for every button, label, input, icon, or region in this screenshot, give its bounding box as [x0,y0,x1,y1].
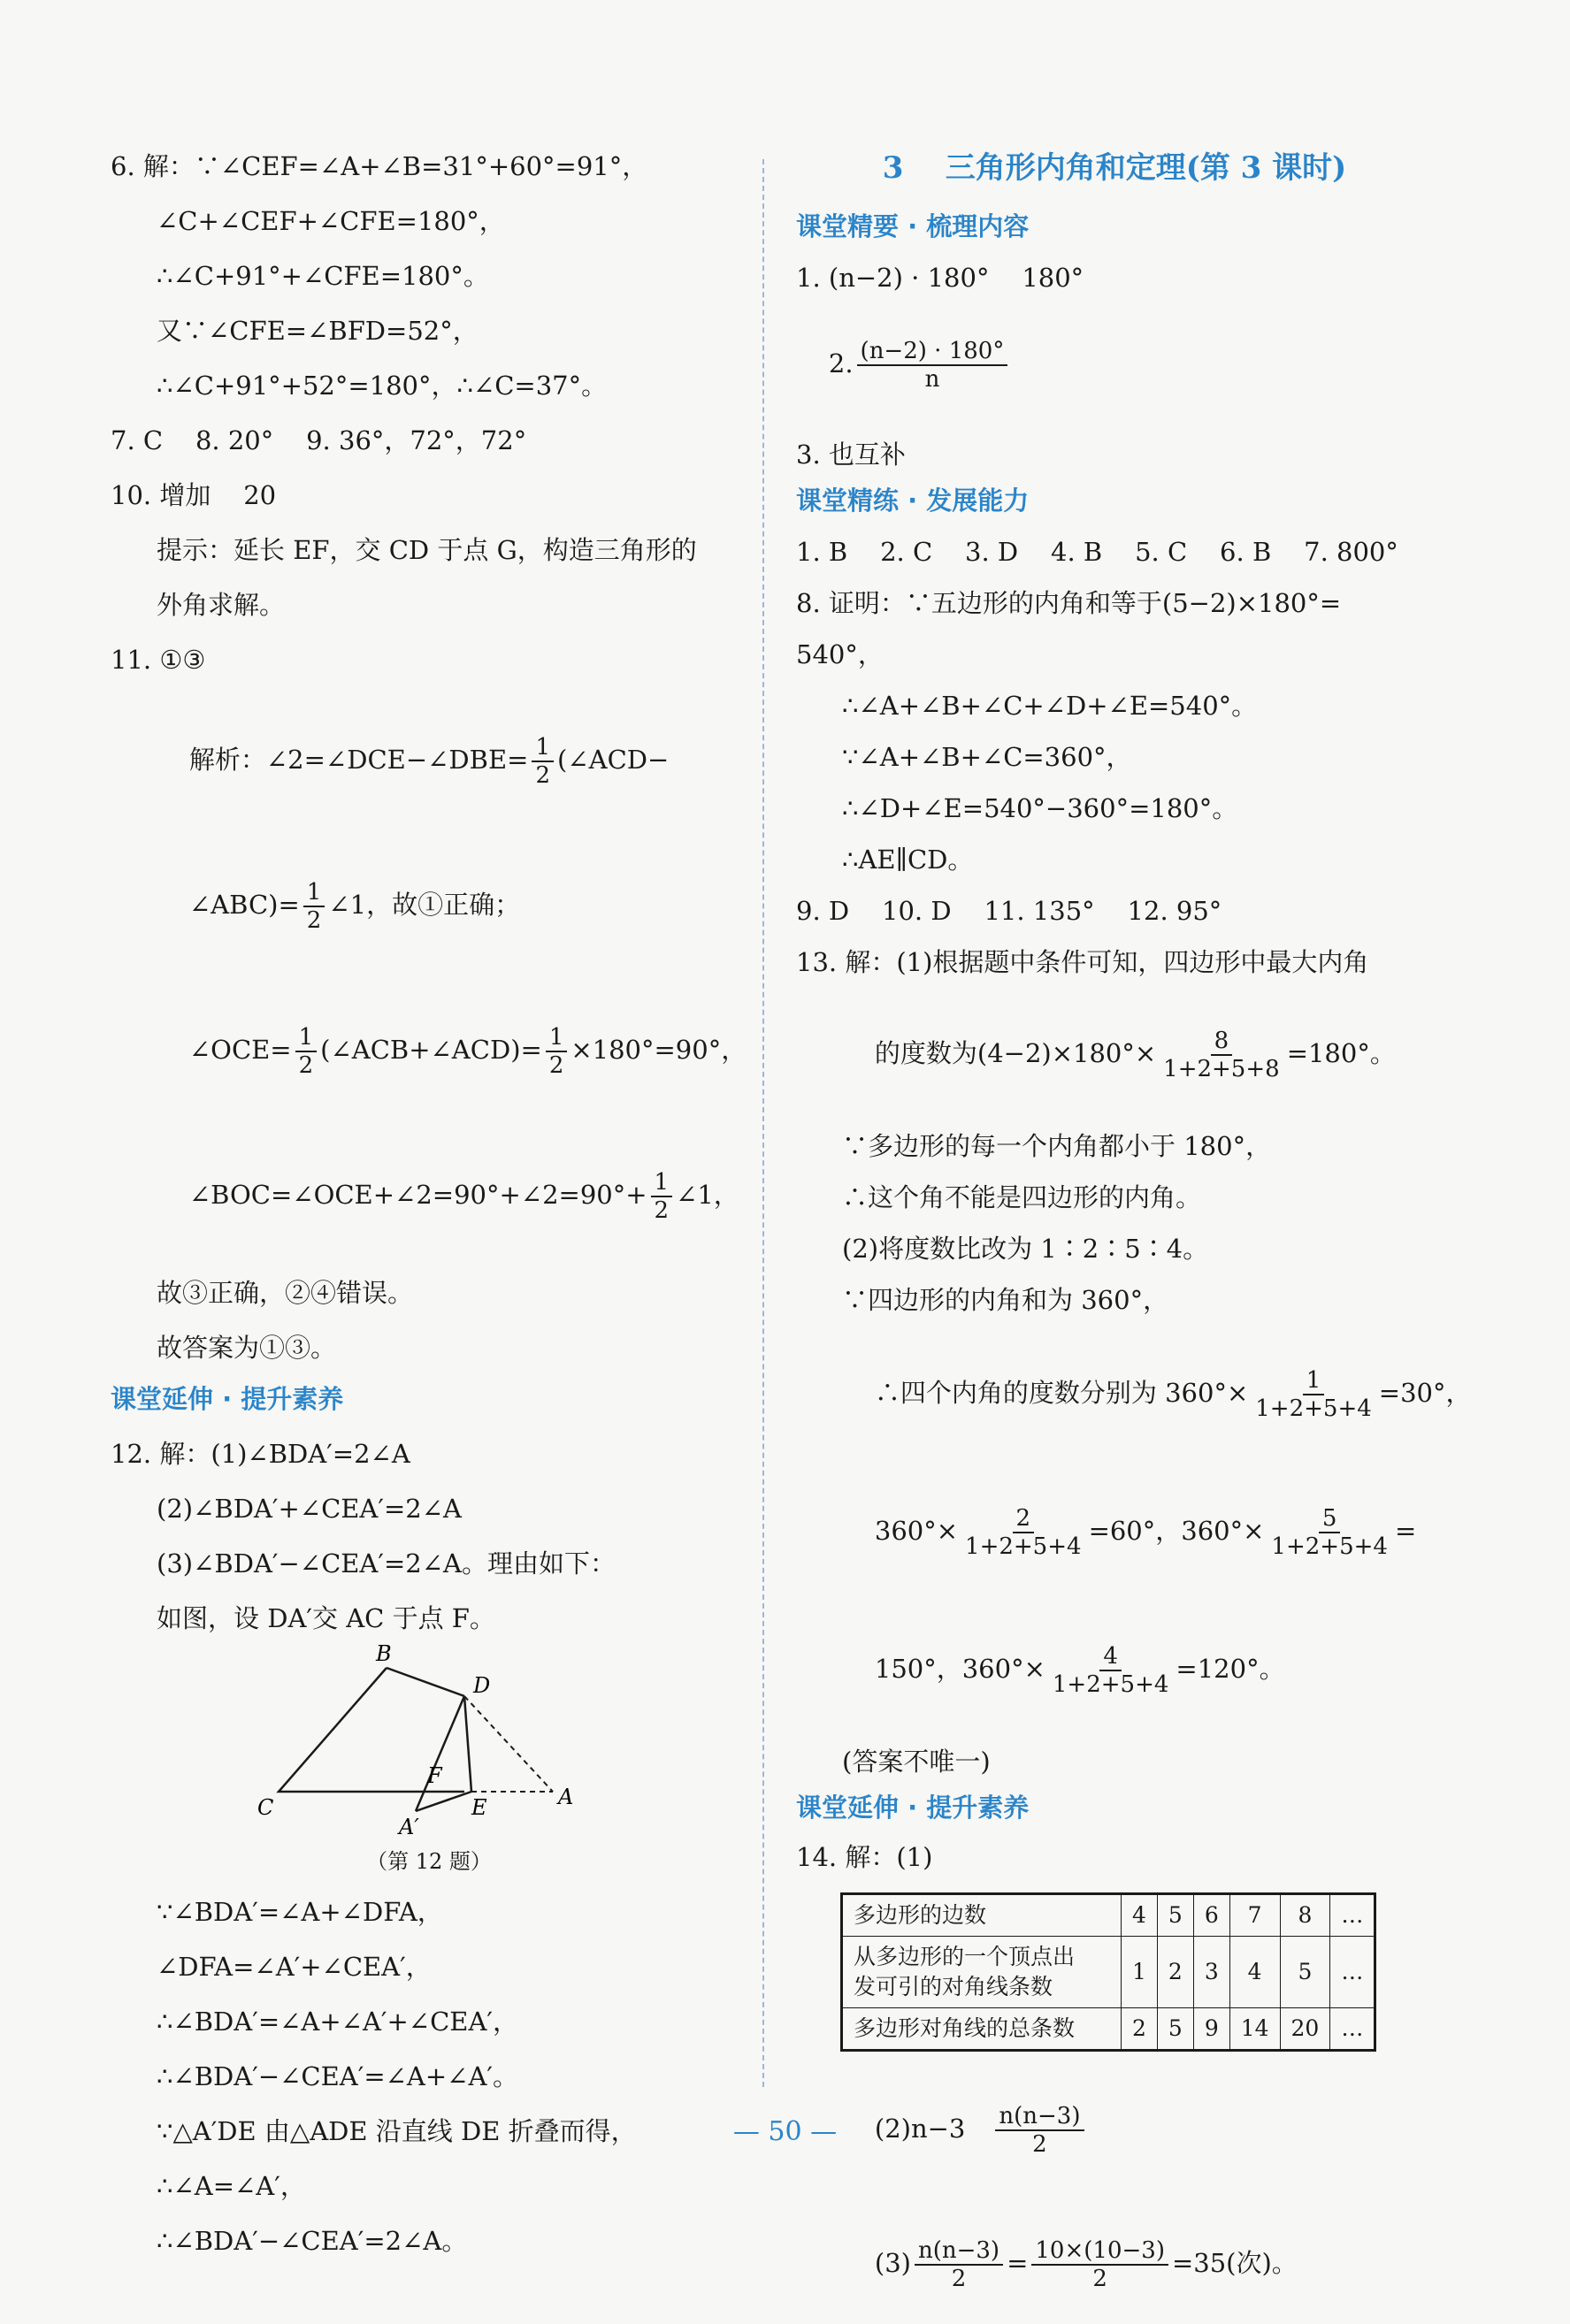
label-b: B [376,1641,392,1666]
q12-proof6: ∴∠A=∠A′， [157,2171,306,2201]
fraction: $\frac{2}{1+2+5+4}$ [965,1505,1082,1560]
fraction: $\frac{8}{1+2+5+8}$ [1163,1028,1280,1082]
lesson-title: 3 三角形内角和定理(第 3 课时) [882,150,1347,186]
q9-12: 9. D 10. D 11. 135° 12. 95° [796,896,1222,926]
r-q3: 3. 也互补 [796,440,906,470]
q13-line2: 的度数为(4−2)×180°× $\frac{8}{1+2+5+8}$ =180°。 [874,1028,1396,1082]
edge-da2 [416,1696,464,1811]
q12-proof4: ∴∠BDA′−∠CEA′=∠A+∠A′。 [157,2061,518,2091]
q6-line1: 6. 解：∵∠CEF=∠A+∠B=31°+60°=91°， [111,151,648,181]
table-cell: 7 [1229,1894,1280,1937]
q11-conclusion: 故③正确，②④错误。 [157,1278,414,1308]
q8-line5: ∴∠D+∠E=540°−360°=180°。 [842,793,1238,823]
fraction: $\frac{10\times(10-3)}{2}$ [1031,2237,1168,2292]
left-column [111,133,747,2257]
r-q2: 2. $\frac{(n-2) \cdot 180^\circ}{n}$ [796,306,1433,424]
q12-proof7: ∴∠BDA′−∠CEA′=2∠A。 [157,2226,468,2256]
table-cell: 4 [1229,1937,1280,2008]
q12-proof2: ∠DFA=∠A′+∠CEA′， [157,1952,432,1982]
fraction: $\frac{n(n-3)}{2}$ [915,2237,1003,2292]
table-cell: 2 [1122,2008,1158,2051]
table-row-label: 多边形对角线的总条数 [842,2008,1122,2051]
q12-line4: 如图，设 DA′交 AC 于点 F。 [157,1603,495,1633]
fraction: $\frac{1}{2}$ [295,1024,318,1079]
label-a: A [558,1785,574,1809]
table-cell: 5 [1157,2008,1193,2051]
q10-hint1: 提示：延长 EF，交 CD 于点 G，构造三角形的 [157,535,697,565]
q13-line1: 13. 解：(1)根据题中条件可知，四边形中最大内角 [796,947,1369,977]
table-row [842,1894,1375,1937]
q13-line5: (2)将度数比改为 1∶2∶5∶4。 [842,1234,1209,1264]
table-cell: … [1330,2008,1375,2051]
fraction: $\frac{1}{2}$ [546,1024,568,1079]
table-row-label: 多边形的边数 [842,1894,1122,1937]
table-cell: 4 [1122,1894,1158,1937]
q6-line2: ∠C+∠CEF+∠CFE=180°， [157,206,505,236]
fraction: $\frac{4}{1+2+5+4}$ [1052,1643,1169,1698]
q13-line9: 150°，360°× $\frac{4}{1+2+5+4}$ =120°。 [874,1643,1285,1698]
q13-line7: ∴四个内角的度数分别为 360°× $\frac{1}{1+2+5+4}$ =30°， [874,1367,1472,1422]
q12-proof1: ∵∠BDA′=∠A+∠DFA， [157,1897,443,1927]
q13-line4: ∴这个角不能是四边形的内角。 [842,1182,1202,1212]
q6-line4: 又∵∠CFE=∠BFD=52°， [157,316,479,346]
fraction: $\frac{5}{1+2+5+4}$ [1271,1505,1388,1560]
table-cell: 5 [1157,1894,1193,1937]
table-cell: 3 [1193,1937,1229,2008]
right-column [796,133,1472,2324]
figure-caption: （第 12 题） [366,1849,492,1874]
table-cell: … [1330,1894,1375,1937]
q12-proof5: ∵△A′DE 由△ADE 沿直线 DE 折叠而得， [157,2116,637,2146]
edge-a2e [416,1792,471,1811]
q13-line6: ∵四边形的内角和为 360°， [842,1285,1169,1315]
q11: 11. ①③ [111,645,206,675]
q13-note: (答案不唯一) [842,1747,991,1777]
table-cell: 6 [1193,1894,1229,1937]
table-cell: 14 [1229,2008,1280,2051]
q12-line3: (3)∠BDA′−∠CEA′=2∠A。理由如下： [157,1548,616,1579]
q11-analysis-4: ∠BOC=∠OCE+∠2=90°+∠2=90°+ $\frac{1}{2}$ ∠1， [188,1169,739,1224]
fraction: $\frac{1}{2}$ [532,734,554,789]
edge-de [464,1696,471,1792]
q11-analysis-1: 解析：∠2=∠DCE−∠DBE= $\frac{1}{2}$ (∠ACD− [188,734,670,789]
table-cell: 20 [1280,2008,1330,2051]
fraction: $\frac{n(n-3)}{2}$ [995,2103,1084,2158]
r-q1-7: 1. B 2. C 3. D 4. B 5. C 6. B 7. 800° [796,537,1398,567]
page-number: — 50 — [732,2116,838,2147]
q14-part2: (2)n−3 $\frac{n(n-3)}{2}$ [796,2071,1433,2190]
table-cell: 1 [1122,1937,1158,2008]
label-a-prime: A′ [399,1815,419,1836]
label-e: E [471,1795,487,1820]
q8-line3: ∴∠A+∠B+∠C+∠D+∠E=540°。 [842,691,1258,721]
q13-line3: ∵多边形的每一个内角都小于 180°， [842,1131,1272,1161]
q6-line5: ∴∠C+91°+52°=180°，∴∠C=37°。 [157,371,608,401]
q10: 10. 增加 20 [111,480,277,510]
edge-bd [387,1668,464,1696]
q11-answer: 故答案为①③。 [157,1333,337,1363]
table-row [842,1937,1375,2008]
q12-figure [111,1641,747,1836]
label-d: D [473,1673,491,1698]
q11-analysis-2: ∠ABC)= $\frac{1}{2}$ ∠1，故①正确； [188,879,521,934]
column-divider [762,159,764,2087]
q8-line1: 8. 证明：∵五边形的内角和等于(5−2)×180°= [796,588,1342,618]
r-q1: 1. (n−2) · 180° 180° [796,263,1084,293]
section-heading-practice: 课堂精练 · 发展能力 [796,485,1030,516]
table-cell: 8 [1280,1894,1330,1937]
edge-da-dashed [464,1696,553,1792]
figure-lines [279,1668,553,1811]
table-cell: 9 [1193,2008,1229,2051]
q12-line2: (2)∠BDA′+∠CEA′=2∠A [157,1494,462,1524]
table-cell: … [1330,1937,1375,2008]
q8-line4: ∵∠A+∠B+∠C=360°， [842,742,1132,772]
q14-part3: (3) $\frac{n(n-3)}{2}$ = $\frac{10\times(10-3)}{2}$ =35(次)。 [874,2237,1298,2292]
section-heading-extension-right: 课堂延伸 · 提升素养 [796,1793,1030,1823]
fraction: $\frac{1}{2}$ [303,879,325,934]
label-f: F [427,1763,442,1788]
table-row-label: 从多边形的一个顶点出 发可引的对角线条数 [842,1937,1122,2008]
q12-proof3: ∴∠BDA′=∠A+∠A′+∠CEA′， [157,2007,518,2037]
q8-line6: ∴AE∥CD。 [842,845,974,875]
q14-line1: 14. 解：(1) [796,1842,933,1872]
polygon-diagonal-table [840,1892,1376,2052]
table-row [842,2008,1375,2051]
q11-analysis-3: ∠OCE= $\frac{1}{2}$ (∠ACB+∠ACD)= $\frac{1}{2}$ ×180°=90°， [188,1024,747,1079]
q8-line2: 540°， [796,639,884,669]
q7-9: 7. C 8. 20° 9. 36°，72°，72° [111,425,527,455]
q13-line8: 360°× $\frac{2}{1+2+5+4}$ =60°，360°× $\frac{5}{1+2+5+4}$ = [874,1505,1417,1560]
q6-line3: ∴∠C+91°+∠CFE=180°。 [157,261,489,291]
table-cell: 5 [1280,1937,1330,2008]
fraction: $\frac{1}{2}$ [651,1169,673,1224]
q12-line1: 12. 解：(1)∠BDA′=2∠A [111,1439,410,1469]
section-heading-essentials: 课堂精要 · 梳理内容 [796,211,1030,241]
label-c: C [257,1795,274,1820]
fraction: $\frac{(n-2) \cdot 180^\circ}{n}$ [857,338,1008,393]
q10-hint2: 外角求解。 [157,590,286,620]
table-cell: 2 [1157,1937,1193,2008]
fraction: $\frac{1}{1+2+5+4}$ [1255,1367,1372,1422]
section-heading-extension: 课堂延伸 · 提升素养 [111,1384,344,1414]
